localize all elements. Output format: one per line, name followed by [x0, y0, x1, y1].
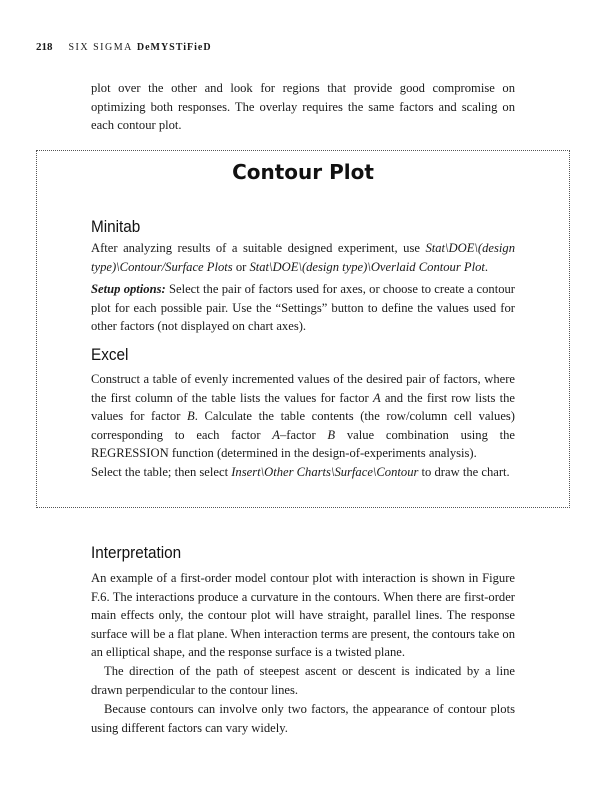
- setup-label: Setup options:: [91, 282, 166, 296]
- text-run: Construct a table of evenly incremented values of the desired pair of factors, where the first column of the table lists the values for factor: [91, 372, 515, 405]
- text-run: and the first row lists the values for factor: [91, 390, 515, 424]
- text-run: or: [232, 259, 250, 274]
- text-run: .: [484, 259, 489, 274]
- running-head: [36, 41, 212, 53]
- text-run: to draw the chart.: [418, 465, 510, 479]
- excel-paragraph-1: [91, 370, 515, 463]
- text-run: Because contours can involve only two factors, the appearance of contour plots using different factors can vary widely.: [91, 702, 515, 735]
- factor-name: A: [372, 390, 381, 405]
- menu-path: Stat\DOE\(design type)\Contour/Surface Plots: [91, 241, 515, 274]
- book-brand: DeMYSTiFieD: [136, 42, 212, 53]
- box-title: Contour Plot: [232, 160, 374, 184]
- text-run: . Calculate the table contents (the row/column cell values) corresponding to each factor: [91, 409, 515, 442]
- interpretation-paragraph-1: An example of a first-order model contour plot with interaction is shown in Figure F.6. The interactions produce a curvature in the contours. When there are first-order main effects only, the contour plot will have straight, parallel lines. The response surface will be a flat plane. When interaction terms are present, the contours take on an elliptical shape, and the response surface is a twisted plane.: [91, 571, 515, 660]
- text-run: Select the pair of factors used for axes, or choose to create a contour plot for each possible pair. Use the “Settings” button to define the values used for other factors (not displayed on chart axes).: [91, 282, 516, 334]
- excel-paragraph-2: [91, 463, 515, 482]
- text-run: –factor: [279, 427, 328, 442]
- factor-name: A: [272, 427, 280, 442]
- minitab-paragraph-1: [91, 239, 515, 276]
- text-run: value combination using the REGRESSION function (determined in the design-of-experiments analysis).: [91, 427, 516, 461]
- interpretation-paragraph-2: [91, 662, 515, 699]
- factor-name: B: [187, 409, 195, 424]
- book-title: SIX SIGMA: [68, 42, 133, 53]
- minitab-heading: Minitab: [91, 217, 141, 236]
- page-number: 218: [36, 41, 53, 53]
- excel-heading: Excel: [91, 345, 129, 364]
- interpretation-paragraph-3: [91, 700, 515, 737]
- menu-path: Stat\DOE\(design type)\Overlaid Contour Plot: [249, 259, 485, 274]
- menu-path: Insert\Other Charts\Surface\Contour: [231, 465, 419, 479]
- interpretation-heading: Interpretation: [91, 543, 182, 562]
- minitab-paragraph-2: [91, 280, 515, 336]
- intro-paragraph: plot over the other and look for regions that provide good compromise on optimizing both responses. The overlay requires the same factors and scaling on each contour plot.: [91, 81, 515, 133]
- text-run: Select the table; then select: [91, 465, 232, 479]
- text-run: After analyzing results of a suitable designed experiment, use: [91, 241, 426, 255]
- factor-name: B: [327, 427, 336, 442]
- text-run: The direction of the path of steepest ascent or descent is indicated by a line drawn perpendicular to the contour lines.: [91, 664, 515, 697]
